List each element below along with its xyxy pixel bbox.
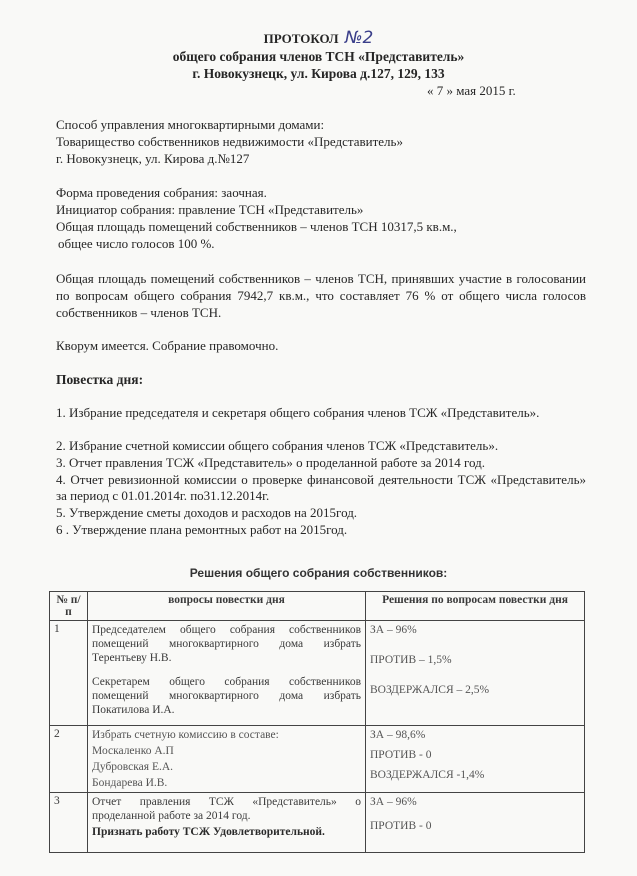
agenda-item-5: 5. Утверждение сметы доходов и расходов на 2015год. — [56, 505, 358, 520]
management-line-3: г. Новокузнецк, ул. Кирова д.№127 — [56, 151, 250, 166]
question-resolution: Признать работу ТСЖ Удовлетворительной. — [92, 826, 325, 838]
meeting-participants: Общая площадь помещений собственников – членов ТСН, принявших участие в голосовании по вопросам общего собрания 7942,7 кв.м., что составляет 76 % от общего числа голосов собственников – членов ТСН. — [56, 271, 586, 320]
meeting-votes: общее число голосов 100 %. — [58, 236, 215, 251]
vote-against: ПРОТИВ - 0 — [370, 749, 432, 761]
meeting-form: Форма проведения собрания: заочная. — [56, 185, 267, 200]
table-row — [50, 621, 585, 726]
agenda-item-6: 6 . Утверждение плана ремонтных работ на 2015год. — [56, 522, 348, 537]
row-number: 2 — [50, 726, 88, 793]
commission-member: Дубровская Е.А. — [92, 761, 174, 773]
column-header-decision: Решения по вопросам повестки дня — [366, 592, 585, 621]
vote-for: ЗА – 96% — [370, 624, 417, 636]
decisions-title: Решения общего собрания собственников: — [189, 566, 448, 580]
vote-for: ЗА – 96% — [370, 796, 417, 808]
table-header-row — [50, 592, 585, 621]
question-text: Отчет правления ТСЖ «Представитель» о проделанной работе за 2014 год. — [92, 796, 361, 822]
question-text: Избрать счетную комиссию в составе: — [92, 729, 279, 741]
vote-for: ЗА – 98,6% — [370, 729, 426, 741]
agenda-item-1: 1. Избрание председателя и секретаря общего собрания членов ТСЖ «Представитель». — [56, 405, 540, 420]
protocol-number: №2 — [344, 28, 374, 48]
table-row — [50, 726, 585, 793]
question-cell — [88, 726, 366, 793]
column-header-number: № п/п — [50, 592, 88, 621]
question-cell — [88, 621, 366, 726]
decision-cell — [366, 726, 585, 793]
management-line-2: Товарищество собственников недвижимости «Представитель» — [56, 134, 403, 149]
agenda-heading: Повестка дня: — [56, 372, 144, 387]
agenda-item-2: 2. Избрание счетной комиссии общего собрания членов ТСЖ «Представитель». — [56, 438, 499, 453]
protocol-address: г. Новокузнецк, ул. Кирова д.127, 129, 133 — [192, 66, 445, 81]
protocol-title — [0, 28, 637, 48]
vote-abstain: ВОЗДЕРЖАЛСЯ – 2,5% — [370, 684, 490, 696]
decision-cell — [366, 793, 585, 853]
decision-cell — [366, 621, 585, 726]
vote-against: ПРОТИВ - 0 — [370, 820, 432, 832]
management-line-1: Способ управления многоквартирными домами: — [56, 117, 325, 132]
question-cell — [88, 793, 366, 853]
commission-member: Бондарева И.В. — [92, 777, 168, 789]
table-row — [50, 793, 585, 853]
meeting-initiator: Инициатор собрания: правление ТСН «Представитель» — [56, 202, 364, 217]
protocol-subtitle: общего собрания членов ТСН «Представитель» — [172, 49, 465, 64]
question-text: Председателем общего собрания собственников помещений многоквартирного дома избрать Терентьеву Н.В. — [92, 624, 361, 664]
question-text: Секретарем общего собрания собственников помещений многоквартирного дома избрать Покатилова И.А. — [92, 676, 361, 716]
commission-member: Москаленко А.П — [92, 745, 174, 757]
row-number: 1 — [50, 621, 88, 726]
meeting-area: Общая площадь помещений собственников – членов ТСН 10317,5 кв.м., — [56, 219, 457, 234]
protocol-title-text: ПРОТОКОЛ — [263, 31, 339, 46]
column-header-question: вопросы повестки дня — [88, 592, 366, 621]
agenda-item-3: 3. Отчет правления ТСЖ «Представитель» о проделанной работе за 2014 год. — [56, 455, 486, 470]
vote-against: ПРОТИВ – 1,5% — [370, 654, 452, 666]
agenda-item-4: 4. Отчет ревизионной комиссии о проверке финансовой деятельности ТСЖ «Представитель» за период с 01.01.2014г. по31.12.2014г. — [56, 472, 586, 503]
vote-abstain: ВОЗДЕРЖАЛСЯ -1,4% — [370, 769, 485, 781]
protocol-date: « 7 » мая 2015 г. — [427, 83, 516, 98]
meeting-quorum: Кворум имеется. Собрание правомочно. — [56, 338, 279, 353]
row-number: 3 — [50, 793, 88, 853]
decisions-table — [49, 591, 585, 853]
